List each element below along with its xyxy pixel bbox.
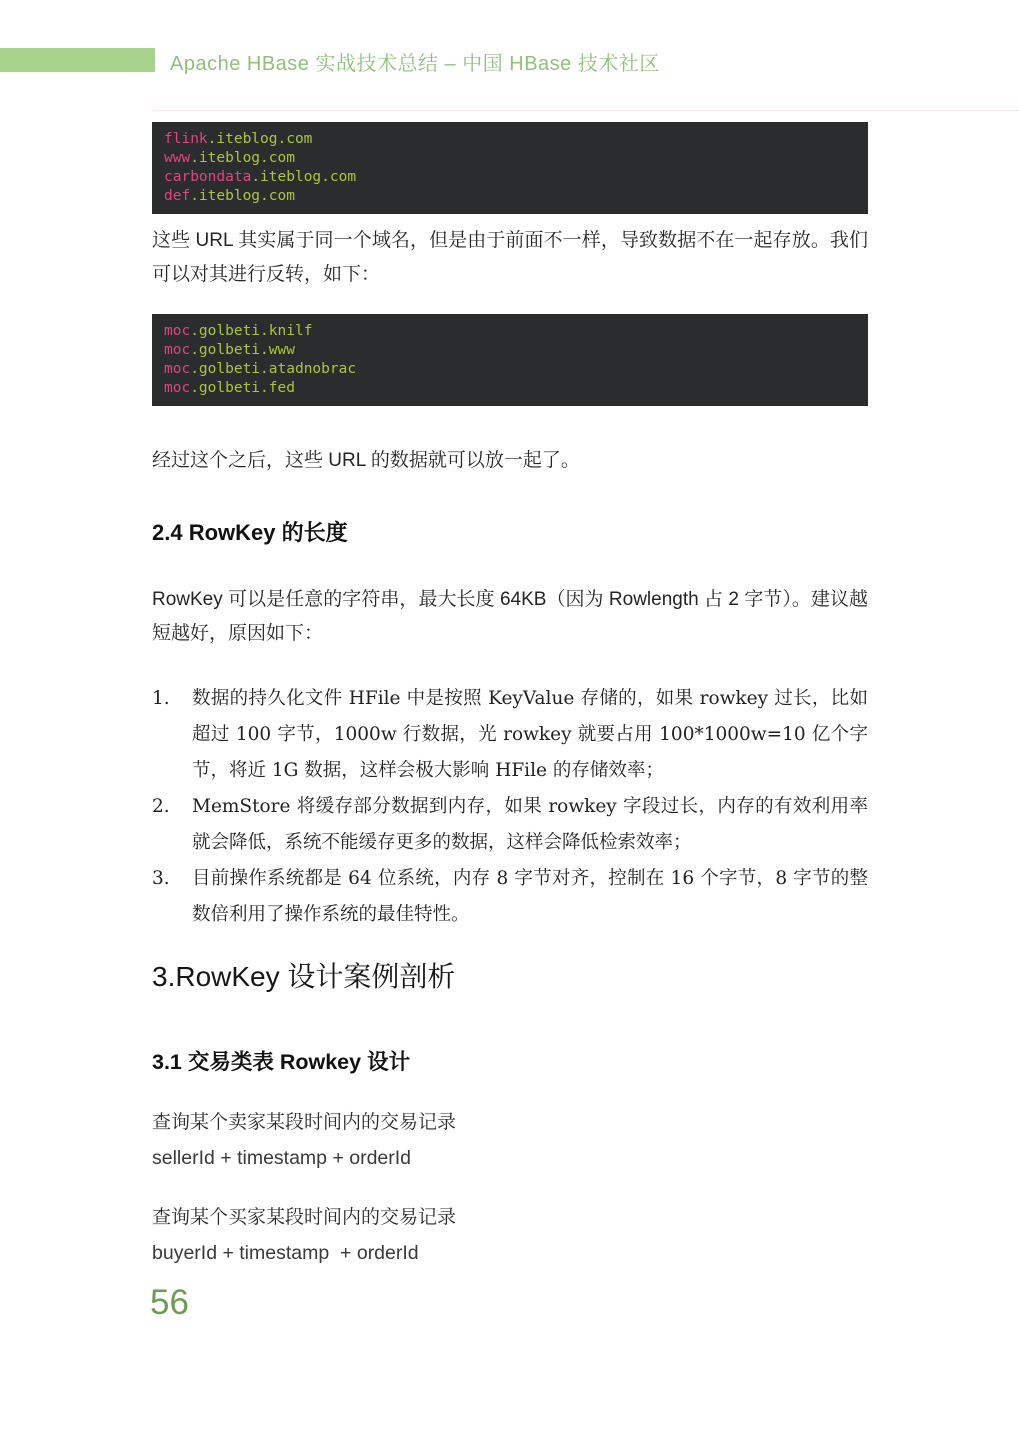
list-item-text: 目前操作系统都是 64 位系统，内存 8 字节对齐，控制在 16 个字节，8 字节的整数倍利用了操作系统的最佳特性。 <box>192 868 868 925</box>
code-block-reversed-urls <box>152 314 868 406</box>
heading-rowkey-design-cases: 3.RowKey 设计案例剖析 <box>152 961 456 992</box>
document-content <box>152 122 868 1272</box>
query-rowkey-formula: buyerId + timestamp + orderId <box>152 1242 419 1264</box>
list-item-number: 3. <box>152 868 170 889</box>
list-item <box>152 789 868 861</box>
rowkey-length-reason-list <box>152 681 868 933</box>
query-description: 查询某个买家某段时间内的交易记录 <box>152 1207 457 1228</box>
list-item <box>152 681 868 789</box>
code-line <box>164 187 856 206</box>
code-line <box>164 341 856 360</box>
query-description: 查询某个卖家某段时间内的交易记录 <box>152 1112 457 1133</box>
url-prefix: flink <box>164 131 208 147</box>
url-prefix: moc <box>164 323 191 339</box>
url-prefix: moc <box>164 342 191 358</box>
paragraph-rowkey-length-intro: RowKey 可以是任意的字符串，最大长度 64KB（因为 Rowlength 占 2 字节）。建议越短越好，原因如下： <box>152 589 868 644</box>
header-divider <box>152 110 1019 111</box>
url-prefix: moc <box>164 361 191 377</box>
url-suffix: .iteblog.com <box>190 188 295 204</box>
list-item <box>152 861 868 933</box>
code-line <box>164 168 856 187</box>
paragraph-same-domain-explanation: 这些 URL 其实属于同一个域名，但是由于前面不一样，导致数据不在一起存放。我们可以对其进行反转，如下： <box>152 230 868 285</box>
url-prefix: www <box>164 150 191 166</box>
code-line <box>164 360 856 379</box>
list-item-number: 1. <box>152 688 170 709</box>
page-number: 56 <box>150 1283 189 1322</box>
code-line <box>164 322 856 341</box>
list-item-text: 数据的持久化文件 HFile 中是按照 KeyValue 存储的，如果 rowkey 过长，比如超过 100 字节，1000w 行数据，光 rowkey 就要占用 100*1000w=10 亿个字节，将近 1G 数据，这样会极大影响 HFile 的存储效率； <box>192 688 868 781</box>
url-suffix: .iteblog.com <box>207 131 313 147</box>
url-prefix: def <box>164 188 191 204</box>
code-line <box>164 379 856 398</box>
query-seller <box>152 1107 868 1177</box>
query-buyer <box>152 1202 868 1272</box>
code-line <box>164 149 856 168</box>
page-header-title: Apache HBase 实战技术总结 – 中国 HBase 技术社区 <box>170 53 660 75</box>
url-prefix: moc <box>164 380 191 396</box>
code-line <box>164 130 856 149</box>
query-rowkey-formula: sellerId + timestamp + orderId <box>152 1147 412 1169</box>
url-suffix: .golbeti.www <box>190 342 295 358</box>
header-accent-bar <box>0 48 155 72</box>
url-prefix: carbondata <box>164 169 252 185</box>
list-item-text: MemStore 将缓存部分数据到内存，如果 rowkey 字段过长，内存的有效利用率就会降低，系统不能缓存更多的数据，这样会降低检索效率； <box>192 796 868 853</box>
code-block-original-urls <box>152 122 868 214</box>
list-item-number: 2. <box>152 796 170 817</box>
heading-rowkey-length: 2.4 RowKey 的长度 <box>152 520 348 545</box>
heading-transaction-table-rowkey-design: 3.1 交易类表 Rowkey 设计 <box>152 1050 411 1074</box>
url-suffix: .iteblog.com <box>251 169 357 185</box>
url-suffix: .iteblog.com <box>190 150 295 166</box>
paragraph-after-reversal: 经过这个之后，这些 URL 的数据就可以放一起了。 <box>152 450 580 471</box>
url-suffix: .golbeti.fed <box>190 380 295 396</box>
url-suffix: .golbeti.knilf <box>190 323 313 339</box>
url-suffix: .golbeti.atadnobrac <box>190 361 357 377</box>
